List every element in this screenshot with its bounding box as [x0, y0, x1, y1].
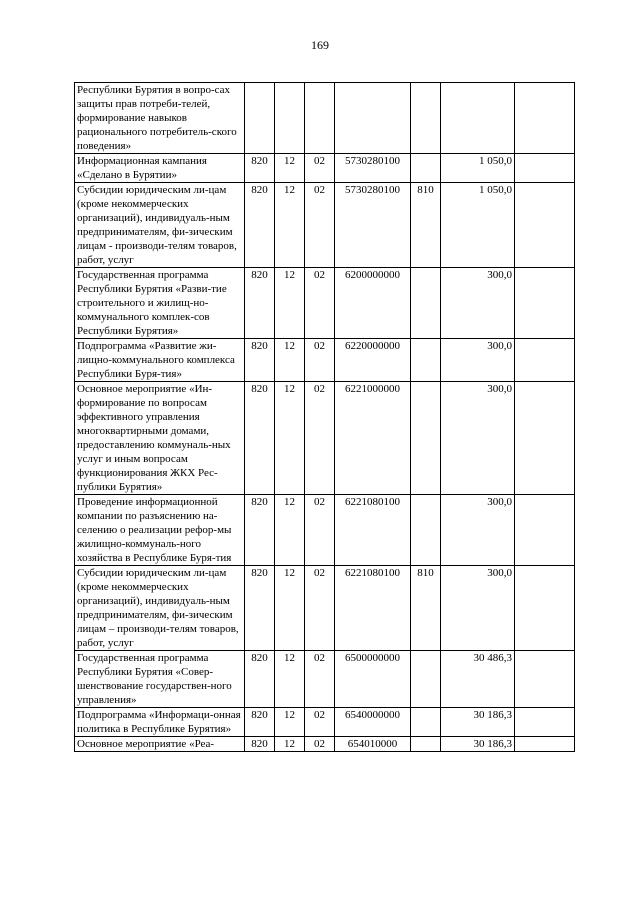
subsection-code-cell: 02 — [305, 339, 335, 382]
table-row — [75, 566, 575, 651]
grbs-code-cell: 820 — [245, 183, 275, 268]
section-code-cell: 12 — [275, 495, 305, 566]
subsection-code-cell: 02 — [305, 737, 335, 752]
row-name-cell: Основное мероприятие «Ин-формирование по вопросам эффективного управления многоквартирными домами, предоставлению коммуналь-ных услуг и иным вопросам функционирования ЖКХ Рес-публики Бурятия» — [75, 382, 245, 495]
grbs-code-cell: 820 — [245, 268, 275, 339]
subsection-code-cell: 02 — [305, 268, 335, 339]
target-article-cell: 6220000000 — [335, 339, 411, 382]
target-article-cell: 6221080100 — [335, 566, 411, 651]
section-code-cell: 12 — [275, 183, 305, 268]
grbs-code-cell: 820 — [245, 382, 275, 495]
extra-cell — [515, 651, 575, 708]
target-article-cell: 6200000000 — [335, 268, 411, 339]
amount-cell: 300,0 — [441, 566, 515, 651]
amount-cell: 30 186,3 — [441, 737, 515, 752]
extra-cell — [515, 495, 575, 566]
subsection-code-cell: 02 — [305, 154, 335, 183]
target-article-cell: 6500000000 — [335, 651, 411, 708]
expense-type-cell — [411, 268, 441, 339]
extra-cell — [515, 339, 575, 382]
extra-cell — [515, 737, 575, 752]
row-name-cell: Основное мероприятие «Реа- — [75, 737, 245, 752]
subsection-code-cell — [305, 83, 335, 154]
expense-type-cell: 810 — [411, 183, 441, 268]
subsection-code-cell: 02 — [305, 183, 335, 268]
subsection-code-cell: 02 — [305, 651, 335, 708]
table-row — [75, 495, 575, 566]
section-code-cell: 12 — [275, 382, 305, 495]
subsection-code-cell: 02 — [305, 566, 335, 651]
extra-cell — [515, 154, 575, 183]
expense-type-cell — [411, 495, 441, 566]
grbs-code-cell: 820 — [245, 737, 275, 752]
expense-type-cell — [411, 651, 441, 708]
grbs-code-cell: 820 — [245, 339, 275, 382]
section-code-cell: 12 — [275, 268, 305, 339]
section-code-cell — [275, 83, 305, 154]
section-code-cell: 12 — [275, 154, 305, 183]
section-code-cell: 12 — [275, 566, 305, 651]
page-number: 169 — [311, 38, 329, 52]
expense-type-cell — [411, 737, 441, 752]
row-name-cell: Республики Бурятия в вопро-сах защиты прав потреби-телей, формирование навыков рационального потребитель-ского поведения» — [75, 83, 245, 154]
target-article-cell: 6540000000 — [335, 708, 411, 737]
extra-cell — [515, 83, 575, 154]
target-article-cell: 6221080100 — [335, 495, 411, 566]
subsection-code-cell: 02 — [305, 382, 335, 495]
amount-cell: 300,0 — [441, 339, 515, 382]
row-name-cell: Информационная кампания «Сделано в Бурятии» — [75, 154, 245, 183]
table-row — [75, 708, 575, 737]
table-row — [75, 737, 575, 752]
amount-cell: 300,0 — [441, 495, 515, 566]
amount-cell: 1 050,0 — [441, 154, 515, 183]
target-article-cell: 5730280100 — [335, 154, 411, 183]
grbs-code-cell: 820 — [245, 708, 275, 737]
grbs-code-cell — [245, 83, 275, 154]
target-article-cell: 5730280100 — [335, 183, 411, 268]
expense-type-cell: 810 — [411, 566, 441, 651]
row-name-cell: Проведение информационной компании по разъяснению на-селению о реализации рефор-мы жилищно-коммуналь-ного хозяйства в Республике Буря-тия — [75, 495, 245, 566]
table-row — [75, 83, 575, 154]
extra-cell — [515, 566, 575, 651]
row-name-cell: Субсидии юридическим ли-цам (кроме некоммерческих организаций), индивидуаль-ным предпринимателям, фи-зическим лицам - производи-телям товаров, работ, услуг — [75, 183, 245, 268]
grbs-code-cell: 820 — [245, 154, 275, 183]
table-row — [75, 154, 575, 183]
amount-cell — [441, 83, 515, 154]
amount-cell: 30 486,3 — [441, 651, 515, 708]
expense-type-cell — [411, 83, 441, 154]
subsection-code-cell: 02 — [305, 495, 335, 566]
expense-type-cell — [411, 339, 441, 382]
section-code-cell: 12 — [275, 651, 305, 708]
grbs-code-cell: 820 — [245, 651, 275, 708]
section-code-cell: 12 — [275, 737, 305, 752]
amount-cell: 1 050,0 — [441, 183, 515, 268]
table-body — [75, 83, 575, 752]
extra-cell — [515, 268, 575, 339]
target-article-cell: 6221000000 — [335, 382, 411, 495]
subsection-code-cell: 02 — [305, 708, 335, 737]
amount-cell: 300,0 — [441, 382, 515, 495]
expense-type-cell — [411, 708, 441, 737]
section-code-cell: 12 — [275, 339, 305, 382]
target-article-cell — [335, 83, 411, 154]
table-row — [75, 651, 575, 708]
table-row — [75, 268, 575, 339]
grbs-code-cell: 820 — [245, 495, 275, 566]
amount-cell: 30 186,3 — [441, 708, 515, 737]
grbs-code-cell: 820 — [245, 566, 275, 651]
extra-cell — [515, 708, 575, 737]
table-row — [75, 382, 575, 495]
target-article-cell: 654010000 — [335, 737, 411, 752]
amount-cell: 300,0 — [441, 268, 515, 339]
extra-cell — [515, 382, 575, 495]
table-row — [75, 183, 575, 268]
row-name-cell: Субсидии юридическим ли-цам (кроме некоммерческих организаций), индивидуаль-ным предпринимателям, фи-зическим лицам – производи-телям товаров, работ, услуг — [75, 566, 245, 651]
row-name-cell: Подпрограмма «Развитие жи-лищно-коммунального комплекса Республики Буря-тия» — [75, 339, 245, 382]
row-name-cell: Государственная программа Республики Бурятия «Разви-тие строительного и жилищ-но-коммунального комплек-сов Республики Бурятия» — [75, 268, 245, 339]
row-name-cell: Подпрограмма «Информаци-онная политика в Республике Бурятия» — [75, 708, 245, 737]
expense-type-cell — [411, 154, 441, 183]
row-name-cell: Государственная программа Республики Бурятия «Совер-шенствование государствен-ного управления» — [75, 651, 245, 708]
table-row — [75, 339, 575, 382]
expense-type-cell — [411, 382, 441, 495]
budget-table — [74, 82, 575, 752]
section-code-cell: 12 — [275, 708, 305, 737]
extra-cell — [515, 183, 575, 268]
